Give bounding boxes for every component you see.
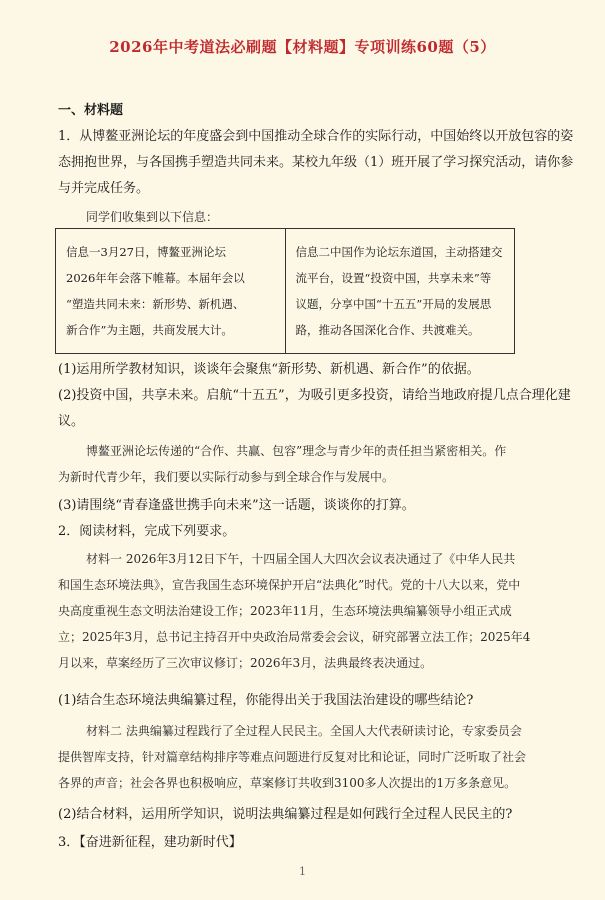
q2-m2-line-3: 各界的声音；社会各界也积极响应，草案修订共收到3100多人次提出的1万多条意见。 [58, 776, 517, 790]
q2-m1-line-5: 月以来，草案经历了三次审议修订；2026年3月，法典最终表决通过。 [58, 656, 433, 670]
section-heading: 一、材料题 [58, 103, 124, 118]
q3-heading: 3．【奋进新征程，建功新时代】 [58, 835, 242, 850]
q1-para-line-2: 为新时代青少年，我们要以实际行动参与到全球合作与发展中。 [58, 470, 395, 484]
q2-heading: 2．阅读材料，完成下列要求。 [58, 524, 236, 539]
page-number: 1 [299, 865, 306, 878]
q1-para-line-1: 博鳌亚洲论坛传递的“合作、共赢、包容”理念与青少年的责任担当紧密相关。作 [86, 444, 507, 458]
collected-intro: 同学们收集到以下信息： [86, 210, 219, 224]
info-table [55, 228, 515, 354]
q2-sub2: (2)结合材料，运用所学知识，说明法典编纂过程是如何践行全过程人民民主的? [58, 807, 513, 822]
q2-m1-line-3: 央高度重视生态文明法治建设工作；2023年11月，生态环境法典编纂领导小组正式成 [58, 604, 512, 618]
q1-sub3: (3)请围绕“青春逢盛世携手向未来”这一话题，谈谈你的打算。 [58, 498, 415, 513]
info2-line: 路，推动各国深化合作、共渡难关。 [295, 323, 480, 337]
info2-line: 信息二中国作为论坛东道国，主动搭建交 [295, 245, 503, 259]
q2-m2-line-1: 材料二 法典编纂过程践行了全过程人民民主。全国人大代表研读讨论，专家委员会 [86, 724, 522, 738]
info2-line: 议题，分享中国“十五五”开局的发展思 [295, 297, 492, 311]
q1-line-1: 1．从博鳌亚洲论坛的年度盛会到中国推动全球合作的实际行动，中国始终以开放包容的姿 [58, 129, 574, 144]
q1-sub2-line-2: 议。 [58, 414, 85, 429]
q1-line-2: 态拥抱世界，与各国携手塑造共同未来。某校九年级（1）班开展了学习探究活动，请你参 [58, 155, 574, 170]
q2-m1-line-2: 和国生态环境法典》，宣告我国生态环境保护开启“法典化”时代。党的十八大以来，党中 [58, 578, 521, 592]
page-title: 2026年中考道法必刷题【材料题】专项训练60题（5） [109, 38, 496, 56]
info-cell-1 [56, 229, 286, 353]
info1-line: 信息一3月27日，博鳌亚洲论坛 [66, 245, 226, 259]
info1-line: “塑造共同未来：新形势、新机遇、 [66, 297, 245, 311]
q2-sub1: (1)结合生态环境法典编纂过程，你能得出关于我国法治建设的哪些结论? [58, 693, 474, 708]
info1-line: 新合作”为主题，共商发展大计。 [66, 323, 233, 337]
q1-line-3: 与并完成任务。 [58, 181, 150, 196]
q2-m1-line-1: 材料一 2026年3月12日下午，十四届全国人大四次会议表决通过了《中华人民共 [86, 552, 516, 566]
q1-sub1: (1)运用所学教材知识，谈谈年会聚焦“新形势、新机遇、新合作”的依据。 [58, 362, 480, 377]
q1-sub2-line-1: (2)投资中国，共享未来。启航“十五五”，为吸引更多投资，请给当地政府提几点合理化建 [58, 388, 571, 403]
q2-m1-line-4: 立；2025年3月，总书记主持召开中央政治局常委会会议，研究部署立法工作；2025年4 [58, 630, 531, 644]
info1-line: 2026年年会落下帷幕。本届年会以 [66, 271, 245, 285]
q2-m2-line-2: 提供智库支持，针对篇章结构排序等难点问题进行反复对比和论证，同时广泛听取了社会 [58, 750, 527, 764]
info-cell-2 [286, 229, 515, 353]
info2-line: 流平台，设置“投资中国，共享未来”等 [295, 271, 492, 285]
